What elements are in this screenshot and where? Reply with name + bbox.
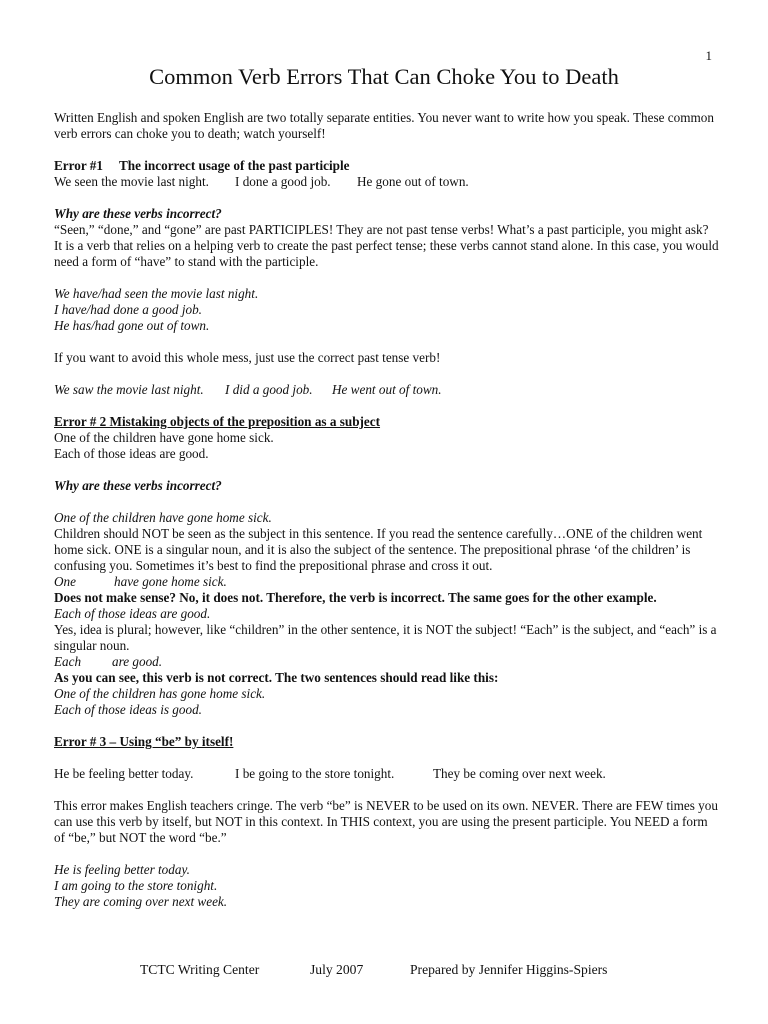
stripped-word: Each: [54, 654, 82, 669]
error2-bold1: Does not make sense? No, it does not. Therefore, the verb is incorrect. The same goes for the other example.: [54, 590, 657, 605]
footer-date: July 2007: [310, 962, 364, 977]
error3-corrected: I am going to the store tonight.: [54, 878, 218, 893]
error2-stripped1: [54, 574, 719, 590]
error3-explanation: This error makes English teachers cringe. The verb “be” is NEVER to be used on its own. NEVER. There are FEW times you can use this verb by itself, but NOT in this context. In THIS context, you are using the present participle. You NEED a form of “be,” but NOT the word “be.”: [54, 798, 718, 845]
error3-heading: Error # 3 – Using “be” by itself!: [54, 734, 234, 749]
error1-example: He gone out of town.: [357, 174, 469, 189]
error2-heading: Error # 2 Mistaking objects of the preposition as a subject: [54, 414, 381, 429]
intro-paragraph: Written English and spoken English are two totally separate entities. You never want to write how you speak. These common verb errors can choke you to death; watch yourself!: [54, 110, 714, 141]
error1-title: The incorrect usage of the past participle: [118, 158, 350, 173]
error2-example: One of the children have gone home sick.: [54, 430, 274, 445]
error1-tip: If you want to avoid this whole mess, just use the correct past tense verb!: [54, 350, 441, 365]
past-tense-example: I did a good job.: [225, 382, 313, 397]
error1-why: Why are these verbs incorrect?: [54, 206, 222, 221]
error2-bold2: As you can see, this verb is not correct. The two sentences should read like this:: [54, 670, 499, 685]
error1-example: I done a good job.: [235, 174, 331, 189]
footer-author: Prepared by Jennifer Higgins-Spiers: [410, 962, 608, 977]
document-title: Common Verb Errors That Can Choke You to Death: [149, 64, 619, 89]
page-number: 1: [705, 48, 712, 63]
error3-example: They be coming over next week.: [433, 766, 606, 781]
error2-stripped2: [54, 654, 719, 670]
error1-heading: [54, 158, 719, 174]
stripped-word: are good.: [112, 654, 163, 669]
error2-example: Each of those ideas are good.: [54, 446, 209, 461]
error2-explanation2: Yes, idea is plural; however, like “children” in the other sentence, it is NOT the subject! “Each” is the subject, and “each” is a singular noun.: [54, 622, 717, 653]
stripped-word: have gone home sick.: [114, 574, 227, 589]
error3-example: He be feeling better today.: [54, 766, 194, 781]
error3-corrected: They are coming over next week.: [54, 894, 228, 909]
past-tense-example: He went out of town.: [332, 382, 442, 397]
error1-number: Error #1: [54, 158, 103, 173]
error2-why: Why are these verbs incorrect?: [54, 478, 222, 493]
error2-corrected: Each of those ideas is good.: [54, 702, 202, 717]
document-body: [54, 110, 719, 910]
error2-example-italic: One of the children have gone home sick.: [54, 510, 272, 525]
footer-org: TCTC Writing Center: [140, 962, 260, 977]
stripped-word: One: [54, 574, 76, 589]
error1-corrected: He has/had gone out of town.: [54, 318, 210, 333]
error2-example-italic: Each of those ideas are good.: [54, 606, 211, 621]
error1-corrected: I have/had done a good job.: [54, 302, 202, 317]
error3-example: I be going to the store tonight.: [235, 766, 395, 781]
error1-explanation: “Seen,” “done,” and “gone” are past PARTICIPLES! They are not past tense verbs! What’s a past participle, you might ask? It is a verb that relies on a helping verb to create the past perfect tense; these verbs cannot stand alone. In this case, you would need a form of “have” to stand with the participle.: [54, 222, 719, 269]
error3-examples: [54, 766, 719, 782]
error1-past-tense: [54, 382, 719, 398]
past-tense-example: We saw the movie last night.: [54, 382, 204, 397]
error3-corrected: He is feeling better today.: [54, 862, 190, 877]
error1-examples: [54, 174, 719, 190]
error1-example: We seen the movie last night.: [54, 174, 209, 189]
error2-corrected: One of the children has gone home sick.: [54, 686, 266, 701]
error1-corrected: We have/had seen the movie last night.: [54, 286, 259, 301]
error2-explanation1: Children should NOT be seen as the subject in this sentence. If you read the sentence carefully…ONE of the children went home sick. ONE is a singular noun, and it is also the subject of the sentence. The prepositional phrase ‘of the children’ is confusing you. Sometimes it’s best to find the prepositional phrase and cross it out.: [54, 526, 703, 573]
